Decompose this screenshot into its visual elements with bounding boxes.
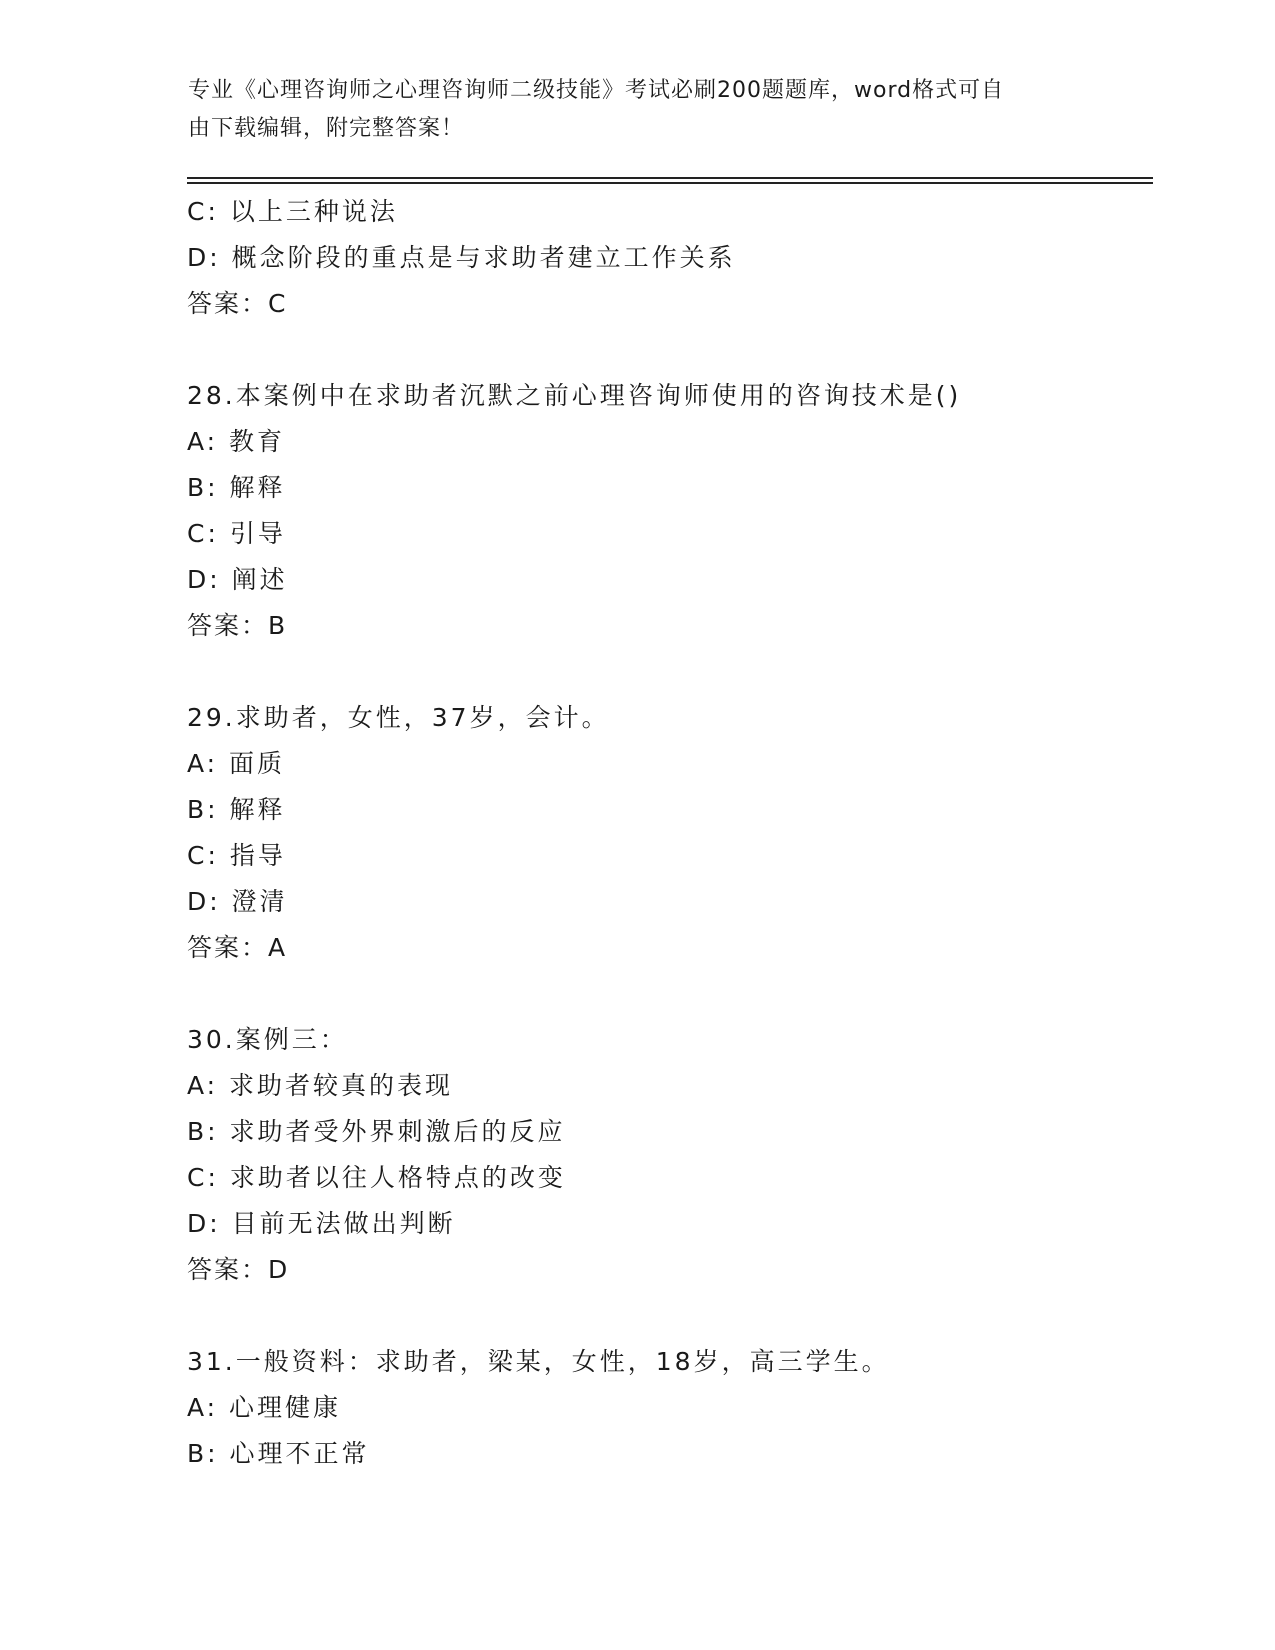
- header-line-1: 专业《心理咨询师之心理咨询师二级技能》考试必刷200题题库，word格式可自: [188, 78, 1005, 103]
- spacer: [187, 1293, 1147, 1339]
- option-line: B: 求助者受外界刺激后的反应: [187, 1117, 566, 1146]
- question-stem: 28.本案例中在求助者沉默之前心理咨询师使用的咨询技术是(): [187, 381, 962, 410]
- option-line: D: 概念阶段的重点是与求助者建立工作关系: [187, 243, 736, 272]
- question-stem: 31.一般资料：求助者，梁某，女性，18岁，高三学生。: [187, 1347, 890, 1376]
- spacer: [187, 971, 1147, 1017]
- option-line: D: 阐述: [187, 565, 288, 594]
- question-stem: 29.求助者，女性，37岁，会计。: [187, 703, 610, 732]
- spacer: [187, 327, 1147, 373]
- option-line: A: 心理健康: [187, 1393, 342, 1422]
- header-divider-top: [187, 177, 1153, 179]
- question-stem: 30.案例三：: [187, 1025, 348, 1054]
- option-line: B: 解释: [187, 795, 286, 824]
- option-line: C: 以上三种说法: [187, 197, 398, 226]
- option-line: B: 解释: [187, 473, 286, 502]
- option-line: C: 引导: [187, 519, 286, 548]
- option-line: A: 教育: [187, 427, 286, 456]
- question-list: [187, 189, 1147, 1477]
- option-line: D: 目前无法做出判断: [187, 1209, 456, 1238]
- option-line: C: 指导: [187, 841, 286, 870]
- spacer: [187, 649, 1147, 695]
- option-line: A: 求助者较真的表现: [187, 1071, 454, 1100]
- option-line: B: 心理不正常: [187, 1439, 370, 1468]
- answer-line: 答案：B: [187, 611, 288, 640]
- answer-line: 答案：C: [187, 289, 288, 318]
- answer-line: 答案：A: [187, 933, 288, 962]
- document-header: [188, 72, 1068, 148]
- header-divider-bottom: [187, 182, 1153, 184]
- header-line-2: 由下载编辑，附完整答案！: [188, 116, 465, 141]
- option-line: C: 求助者以往人格特点的改变: [187, 1163, 566, 1192]
- option-line: D: 澄清: [187, 887, 288, 916]
- answer-line: 答案：D: [187, 1255, 290, 1284]
- option-line: A: 面质: [187, 749, 286, 778]
